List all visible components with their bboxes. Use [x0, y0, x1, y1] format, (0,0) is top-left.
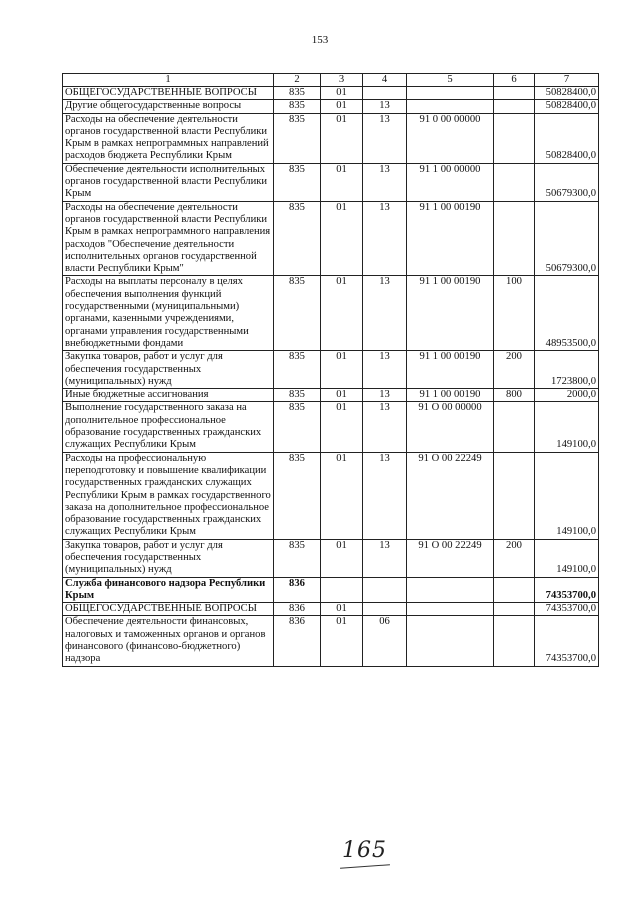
- row-col5-cell: 91 1 00 00190: [407, 351, 494, 389]
- row-name-cell: ОБЩЕГОСУДАРСТВЕННЫЕ ВОПРОСЫ: [63, 603, 274, 616]
- row-col5-cell: 91 0 00 00000: [407, 113, 494, 163]
- row-col3-cell: 01: [321, 539, 363, 577]
- row-col2-cell: 835: [274, 351, 321, 389]
- header-col-6: 6: [494, 74, 535, 87]
- row-col4-cell: [363, 577, 407, 603]
- row-amount-cell: 149100,0: [535, 402, 599, 452]
- row-col2-cell: 835: [274, 163, 321, 201]
- row-col5-cell: [407, 616, 494, 666]
- table-row: [63, 163, 599, 201]
- row-name-cell: Закупка товаров, работ и услуг для обеспечения государственных (муниципальных) нужд: [63, 351, 274, 389]
- row-name-cell: Служба финансового надзора Республики Крым: [63, 577, 274, 603]
- row-col3-cell: 01: [321, 201, 363, 276]
- row-col5-cell: [407, 87, 494, 100]
- row-col6-cell: [494, 577, 535, 603]
- row-name-cell: Выполнение государственного заказа на дополнительное профессиональное образование государственных гражданских служащих Республики Крым: [63, 402, 274, 452]
- row-col6-cell: [494, 201, 535, 276]
- row-col4-cell: [363, 87, 407, 100]
- header-col-7: 7: [535, 74, 599, 87]
- row-name-cell: Расходы на обеспечение деятельности органов государственной власти Республики Крым в рамках непрограммного направления расходов "Обеспечение деятельности исполнительных органов государственной власти Республики Крым": [63, 201, 274, 276]
- header-col-5: 5: [407, 74, 494, 87]
- row-col5-cell: [407, 577, 494, 603]
- row-name-cell: Обеспечение деятельности исполнительных органов государственной власти Республики Крым: [63, 163, 274, 201]
- row-col4-cell: 13: [363, 539, 407, 577]
- table-row: [63, 351, 599, 389]
- row-col2-cell: 836: [274, 603, 321, 616]
- table-row: [63, 452, 599, 539]
- row-name-cell: Закупка товаров, работ и услуг для обеспечения государственных (муниципальных) нужд: [63, 539, 274, 577]
- row-col2-cell: 836: [274, 616, 321, 666]
- table-row: [63, 603, 599, 616]
- row-col4-cell: 06: [363, 616, 407, 666]
- row-col3-cell: 01: [321, 87, 363, 100]
- row-name-cell: Расходы на профессиональную переподготовку и повышение квалификации государственных гражданских служащих Республики Крым в рамках государственного заказа на дополнительное профессиональное образование государственных гражданских служащих Республики Крым: [63, 452, 274, 539]
- row-col6-cell: [494, 113, 535, 163]
- row-col2-cell: 835: [274, 389, 321, 402]
- row-amount-cell: 50679300,0: [535, 201, 599, 276]
- row-col5-cell: [407, 603, 494, 616]
- row-col5-cell: 91 О 00 22249: [407, 452, 494, 539]
- row-amount-cell: 50828400,0: [535, 113, 599, 163]
- row-col4-cell: [363, 603, 407, 616]
- table-row: [63, 113, 599, 163]
- row-col2-cell: 835: [274, 201, 321, 276]
- row-col6-cell: [494, 100, 535, 113]
- row-name-cell: Другие общегосударственные вопросы: [63, 100, 274, 113]
- handwritten-page-number: 165: [342, 838, 387, 863]
- row-col2-cell: 836: [274, 577, 321, 603]
- row-col4-cell: 13: [363, 163, 407, 201]
- header-row: [63, 74, 599, 87]
- row-amount-cell: 74353700,0: [535, 616, 599, 666]
- row-name-cell: Расходы на выплаты персоналу в целях обеспечения выполнения функций государственными (муниципальными) органами, казенными учреждениями, органами управления государственными внебюджетными фондами: [63, 276, 274, 351]
- row-amount-cell: 50828400,0: [535, 100, 599, 113]
- row-amount-cell: 74353700,0: [535, 577, 599, 603]
- row-col4-cell: 13: [363, 351, 407, 389]
- row-col6-cell: [494, 603, 535, 616]
- row-amount-cell: 2000,0: [535, 389, 599, 402]
- row-col5-cell: 91 1 00 00190: [407, 201, 494, 276]
- row-col6-cell: [494, 616, 535, 666]
- row-col4-cell: 13: [363, 402, 407, 452]
- table-body: [63, 87, 599, 667]
- row-name-cell: ОБЩЕГОСУДАРСТВЕННЫЕ ВОПРОСЫ: [63, 87, 274, 100]
- table-row: [63, 577, 599, 603]
- row-amount-cell: 149100,0: [535, 452, 599, 539]
- page-number: 153: [311, 34, 329, 46]
- header-col-4: 4: [363, 74, 407, 87]
- row-col2-cell: 835: [274, 100, 321, 113]
- row-col2-cell: 835: [274, 539, 321, 577]
- row-col3-cell: 01: [321, 402, 363, 452]
- row-col3-cell: 01: [321, 163, 363, 201]
- table-row: [63, 100, 599, 113]
- row-col6-cell: 200: [494, 351, 535, 389]
- row-col3-cell: [321, 577, 363, 603]
- table-row: [63, 389, 599, 402]
- row-amount-cell: 1723800,0: [535, 351, 599, 389]
- row-amount-cell: 48953500,0: [535, 276, 599, 351]
- row-col5-cell: 91 1 00 00190: [407, 389, 494, 402]
- row-name-cell: Иные бюджетные ассигнования: [63, 389, 274, 402]
- row-col5-cell: 91 О 00 22249: [407, 539, 494, 577]
- row-amount-cell: 50679300,0: [535, 163, 599, 201]
- row-col3-cell: 01: [321, 389, 363, 402]
- row-col5-cell: 91 О 00 00000: [407, 402, 494, 452]
- budget-table: [62, 73, 599, 667]
- row-amount-cell: 149100,0: [535, 539, 599, 577]
- table-row: [63, 539, 599, 577]
- table-row: [63, 616, 599, 666]
- row-col6-cell: [494, 163, 535, 201]
- row-col3-cell: 01: [321, 351, 363, 389]
- header-col-2: 2: [274, 74, 321, 87]
- row-col2-cell: 835: [274, 87, 321, 100]
- row-col2-cell: 835: [274, 402, 321, 452]
- handwritten-underline: [340, 864, 390, 868]
- table-row: [63, 276, 599, 351]
- row-col5-cell: 91 1 00 00190: [407, 276, 494, 351]
- row-col6-cell: [494, 452, 535, 539]
- row-amount-cell: 50828400,0: [535, 87, 599, 100]
- row-col5-cell: [407, 100, 494, 113]
- row-col3-cell: 01: [321, 452, 363, 539]
- row-col6-cell: [494, 402, 535, 452]
- row-name-cell: Обеспечение деятельности финансовых, налоговых и таможенных органов и органов финансового (финансово-бюджетного) надзора: [63, 616, 274, 666]
- table-row: [63, 402, 599, 452]
- row-col5-cell: 91 1 00 00000: [407, 163, 494, 201]
- row-col4-cell: 13: [363, 113, 407, 163]
- row-col6-cell: 800: [494, 389, 535, 402]
- row-col3-cell: 01: [321, 603, 363, 616]
- table-row: [63, 201, 599, 276]
- row-col3-cell: 01: [321, 276, 363, 351]
- row-col6-cell: [494, 87, 535, 100]
- row-name-cell: Расходы на обеспечение деятельности органов государственной власти Республики Крым в рамках непрограммных направлений расходов бюджета Республики Крым: [63, 113, 274, 163]
- row-col3-cell: 01: [321, 100, 363, 113]
- row-col6-cell: 200: [494, 539, 535, 577]
- row-col4-cell: 13: [363, 276, 407, 351]
- row-col4-cell: 13: [363, 100, 407, 113]
- row-amount-cell: 74353700,0: [535, 603, 599, 616]
- table-row: [63, 87, 599, 100]
- row-col2-cell: 835: [274, 113, 321, 163]
- row-col3-cell: 01: [321, 113, 363, 163]
- row-col4-cell: 13: [363, 452, 407, 539]
- header-col-3: 3: [321, 74, 363, 87]
- row-col4-cell: 13: [363, 201, 407, 276]
- row-col3-cell: 01: [321, 616, 363, 666]
- row-col2-cell: 835: [274, 276, 321, 351]
- row-col6-cell: 100: [494, 276, 535, 351]
- header-col-1: 1: [63, 74, 274, 87]
- row-col4-cell: 13: [363, 389, 407, 402]
- row-col2-cell: 835: [274, 452, 321, 539]
